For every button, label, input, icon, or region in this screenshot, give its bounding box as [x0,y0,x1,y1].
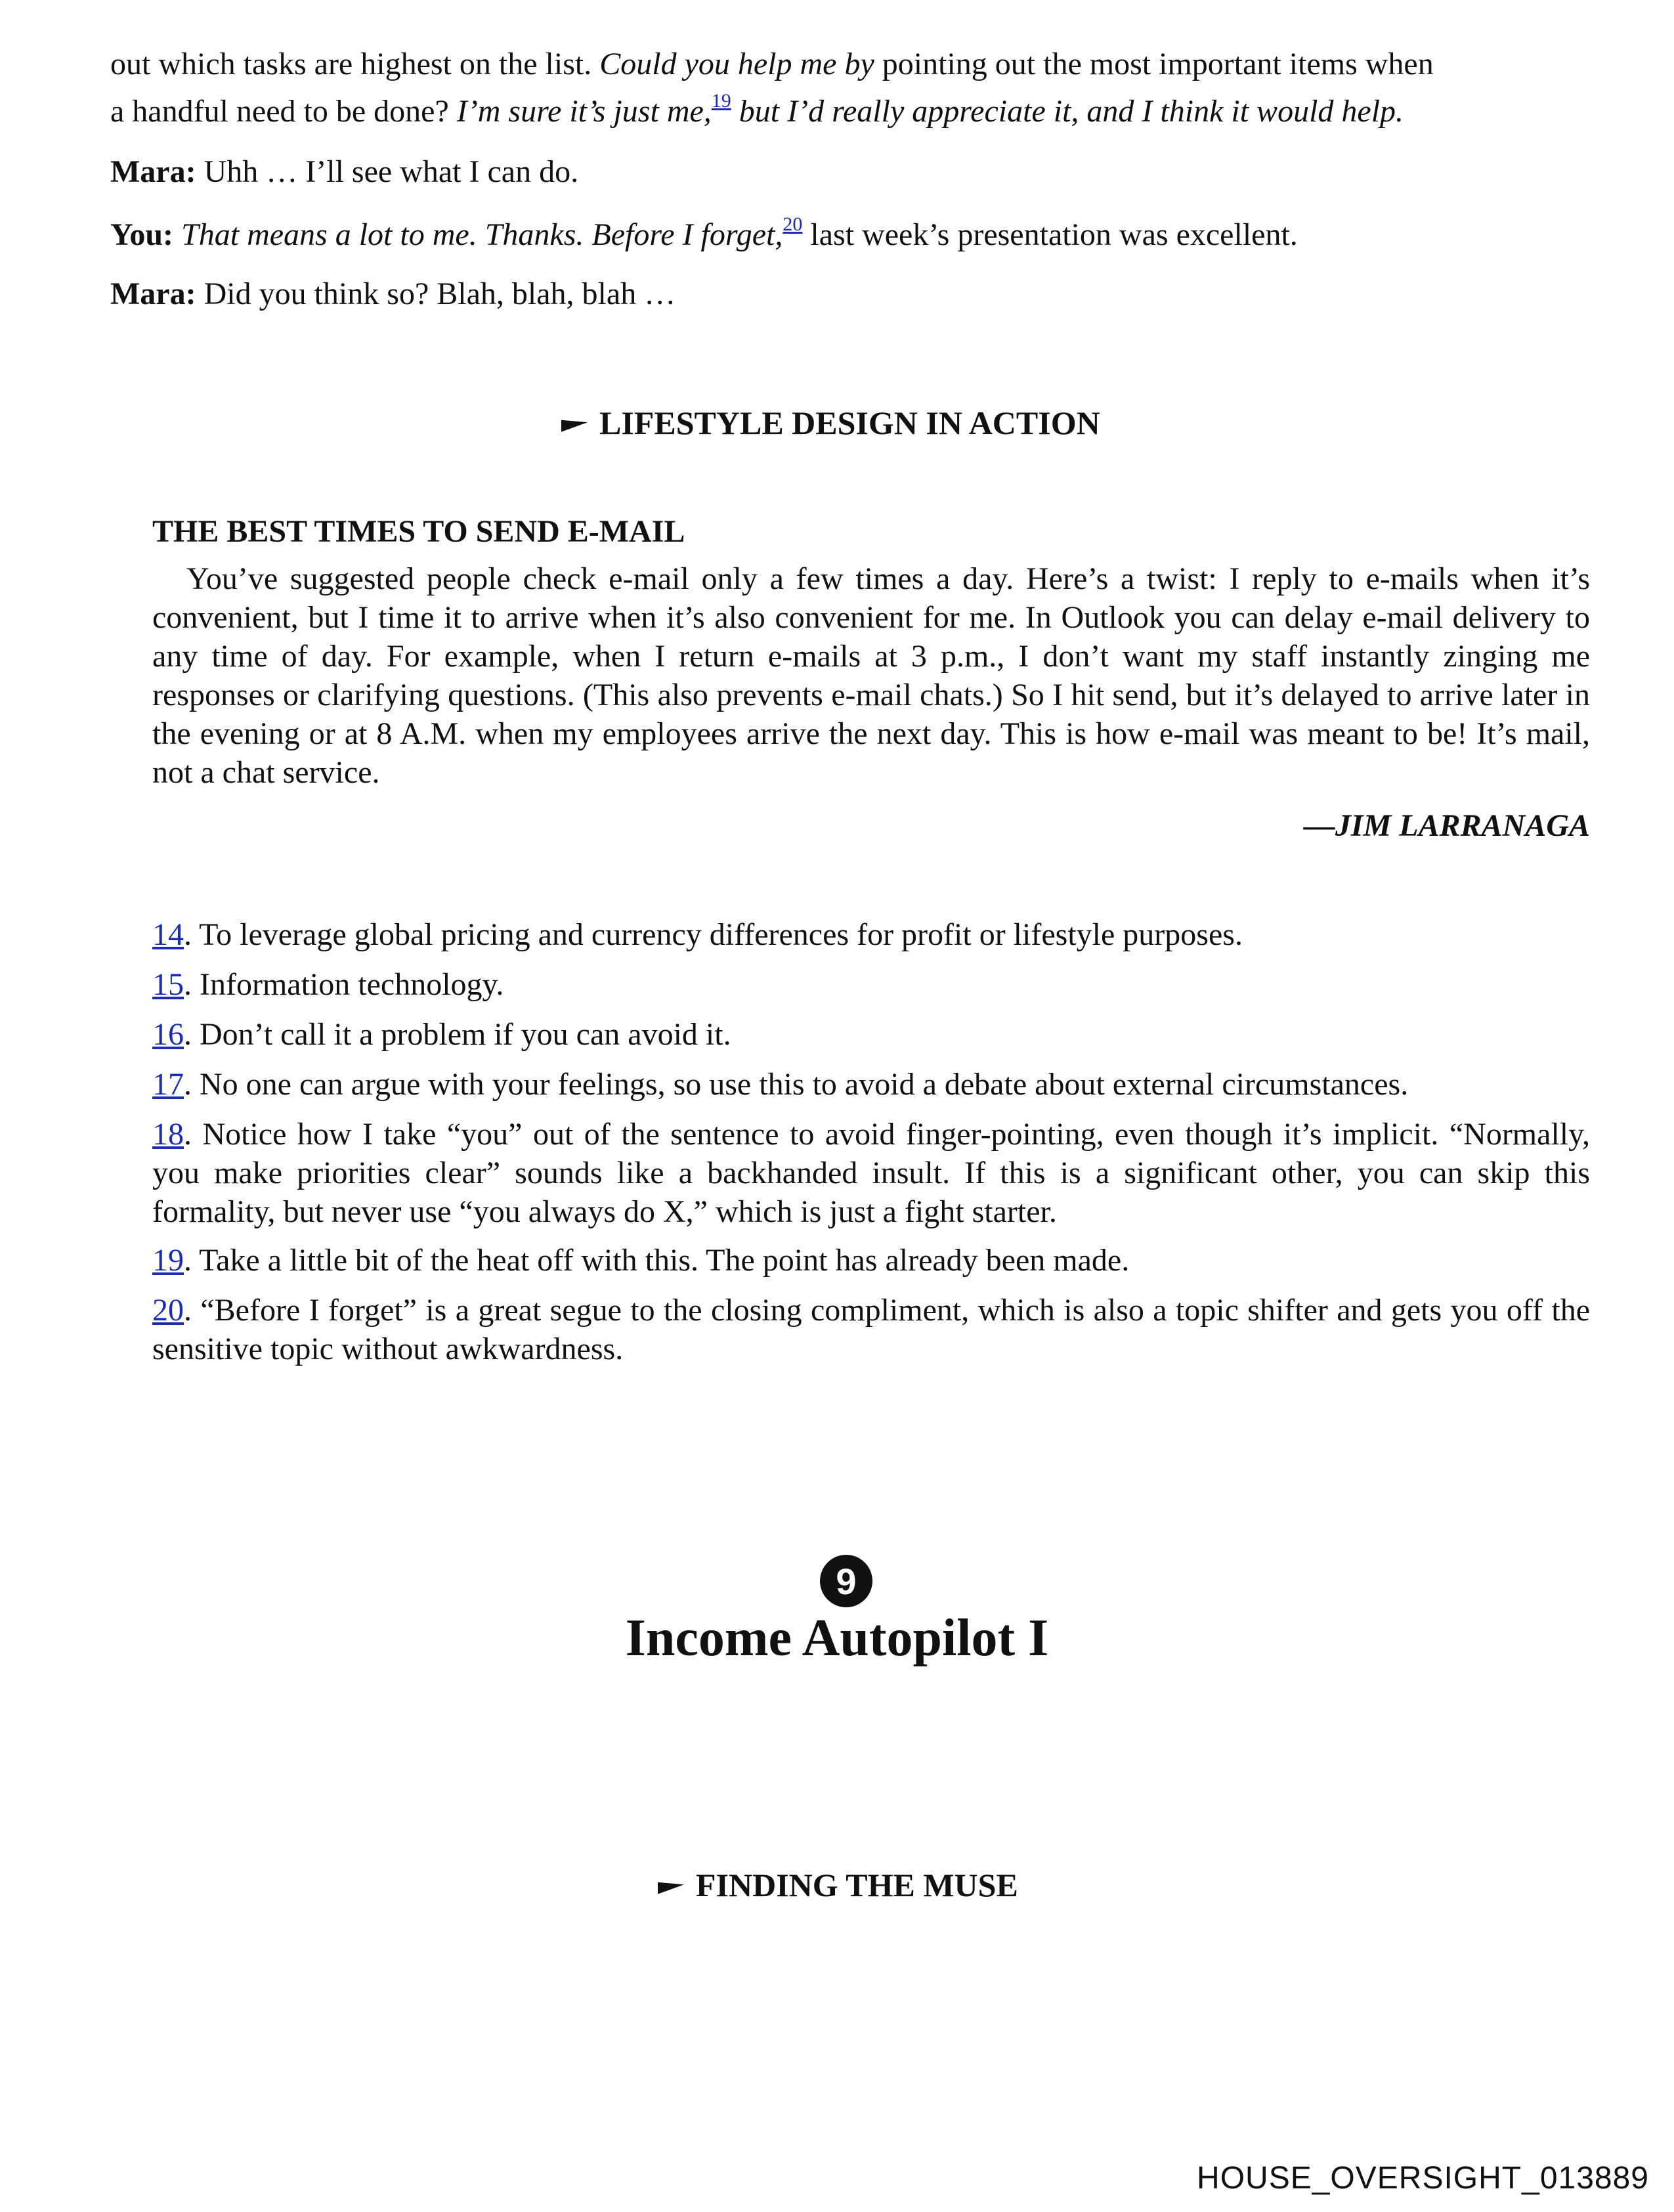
footnote-19 [152,1241,1590,1280]
chapter-title: Income Autopilot I [625,1609,1049,1667]
text: last week’s presentation was excellent. [802,217,1298,252]
italic-text: but I’d really appreciate it, and I think it would help. [731,94,1404,129]
footnote-number[interactable]: 16 [152,1017,184,1052]
pointer-arrow-icon [658,1878,684,1894]
bates-stamp: HOUSE_OVERSIGHT_013889 [1197,2161,1649,2196]
box-body: You’ve suggested people check e-mail only a few times a day. Here’s a twist: I reply to e-mails when it’s convenient, but I time it to arrive when it’s also convenient for me. In Outlook you can delay e-mail delivery to any time of day. For example, when I return e-mails at 3 p.m., I don’t want my staff instantly zinging me responses or clarifying questions. (This also prevents e-mail chats.) So I hit send, but it’s delayed to arrive later in the evening or at 8 A.M. when my employees arrive the next day. This is how e-mail was meant to be! It’s mail, not a chat service. [152,561,1590,790]
speaker-label: Mara: [110,276,196,311]
dialogue-line-4 [110,213,1298,253]
footnote-18 [152,1115,1590,1231]
footnote-text: . “Before I forget” is a great segue to the closing compliment, which is also a topic shifter and gets you off the sensitive topic without awkwardness. [152,1293,1590,1366]
dialogue-line-2 [110,90,1404,129]
footnote-text: . Take a little bit of the heat off with this. The point has already been made. [184,1243,1130,1278]
footnote-16 [152,1015,1590,1054]
footnote-number[interactable]: 17 [152,1067,184,1102]
text: Uhh … I’ll see what I can do. [196,154,579,189]
box-title: THE BEST TIMES TO SEND E-MAIL [152,514,685,549]
footnote-number[interactable]: 19 [152,1243,184,1278]
footnote-number[interactable]: 15 [152,967,184,1002]
footnote-ref-20[interactable]: 20 [783,213,803,235]
footnote-text: . Information technology. [184,967,504,1002]
chapter-number-badge: 9 [820,1555,872,1607]
footnote-number[interactable]: 20 [152,1293,184,1328]
pointer-arrow-icon [561,416,588,432]
speaker-label: Mara: [110,154,196,189]
text: Did you think so? Blah, blah, blah … [196,276,676,311]
speaker-label: You: [110,217,174,252]
footnote-ref-19[interactable]: 19 [711,90,731,112]
box-attribution: —JIM LARRANAGA [1303,808,1590,843]
footnote-number[interactable]: 18 [152,1117,184,1152]
italic-text: Could you help me by [599,47,874,81]
footnote-15 [152,965,1590,1004]
text: out which tasks are highest on the list. [110,47,600,81]
dialogue-line-3 [110,154,578,190]
footnote-number[interactable]: 14 [152,917,184,952]
section-heading [658,1866,1018,1904]
footnote-20 [152,1291,1590,1368]
footnote-text: . To leverage global pricing and currency differences for profit or lifestyle purposes. [184,917,1243,952]
dialogue-line-5 [110,276,676,312]
footnote-17 [152,1065,1590,1104]
footnote-14 [152,915,1590,954]
italic-text: I’m sure it’s just me, [456,94,712,129]
text: a handful need to be done? [110,94,457,129]
footnote-text: . Don’t call it a problem if you can avoid it. [184,1017,731,1052]
footnote-text: . Notice how I take “you” out of the sentence to avoid finger-pointing, even though it’s implicit. “Normally, you make priorities clear” sounds like a backhanded insult. If this is a significant other, you can skip this formality, but never use “you always do X,” which is just a fight starter. [152,1117,1590,1229]
dialogue-line-1 [110,46,1434,82]
text: pointing out the most important items when [874,47,1434,81]
section-title: LIFESTYLE DESIGN IN ACTION [599,404,1100,441]
italic-text: That means a lot to me. Thanks. Before I forget, [173,217,783,252]
footnote-text: . No one can argue with your feelings, so use this to avoid a debate about external circumstances. [184,1067,1409,1102]
section-title: FINDING THE MUSE [696,1867,1018,1903]
section-heading [561,404,1100,442]
